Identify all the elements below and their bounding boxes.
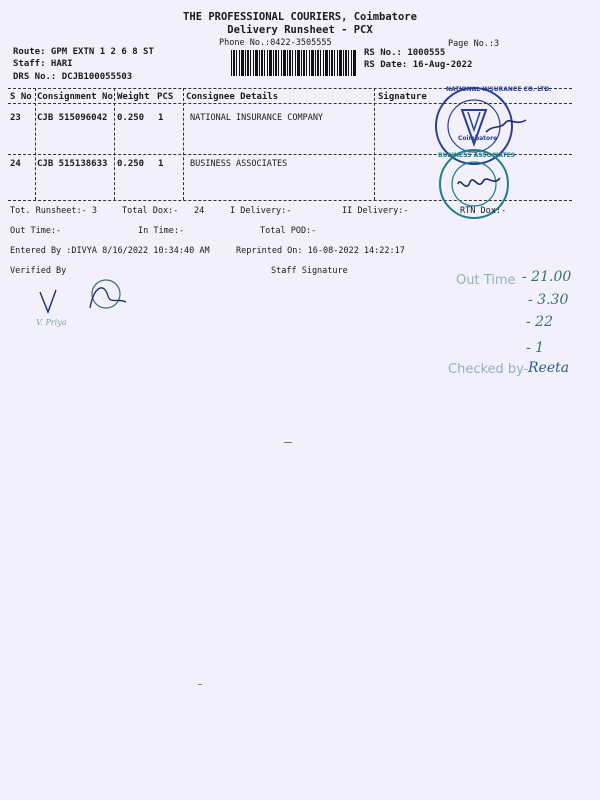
entered-by: Entered By :DIVYA 8/16/2022 10:34:40 AM: [10, 246, 210, 256]
handwritten-out-time-label: Out Time: [456, 273, 516, 288]
header-sno: S No: [10, 92, 32, 102]
row-sno: 23: [10, 113, 21, 123]
out-time: Out Time:-: [10, 226, 62, 236]
reprinted-on: Reprinted On: 16-08-2022 14:22:17: [236, 246, 405, 256]
phone-number: Phone No.:0422-3505555: [219, 38, 332, 48]
scan-speck: [284, 442, 292, 443]
rs-number: RS No.: 1000555: [364, 48, 446, 58]
handwritten-delivered: - 1: [526, 340, 545, 356]
handwritten-in-time: - 3.30: [528, 292, 569, 308]
col-divider: [114, 88, 115, 200]
row-weight: 0.250: [117, 113, 145, 123]
row-pcs: 1: [158, 113, 164, 123]
total-dox-label: Total Dox:-: [122, 206, 179, 216]
verifier-signature: [34, 278, 134, 320]
tot-runsheet: Tot. Runsheet:- 3: [10, 206, 97, 216]
row-consignee: BUSINESS ASSOCIATES: [190, 159, 288, 169]
total-pod: Total POD:-: [260, 226, 317, 236]
verifier-signature-text: V. Priya: [36, 318, 67, 327]
header-consignee: Consignee Details: [186, 92, 279, 102]
ii-delivery: II Delivery:-: [342, 206, 409, 216]
checked-by-signature: Reeta: [528, 360, 570, 376]
header-pcs: PCS: [157, 92, 174, 102]
rtn-dox: RTN Dox:-: [460, 206, 507, 216]
handwritten-out-time: - 21.00: [522, 269, 572, 285]
staff-text: Staff: HARI: [13, 59, 73, 69]
barcode: [231, 50, 357, 76]
page-number: Page No.:3: [448, 39, 500, 49]
i-delivery: I Delivery:-: [230, 206, 292, 216]
col-divider: [374, 88, 375, 200]
header-signature: Signature: [378, 92, 427, 102]
stamp-label: BUSINESS ASSOCIATES: [438, 152, 516, 159]
scan-speck: [198, 684, 202, 685]
col-divider: [183, 88, 184, 200]
row-sno: 24: [10, 159, 21, 169]
stamp-label: Coimbatore: [458, 135, 498, 142]
row-consignee: NATIONAL INSURANCE COMPANY: [190, 113, 324, 123]
header-consignment: Consignment No: [37, 92, 113, 102]
row-consignment: CJB 515096042: [37, 113, 108, 123]
in-time: In Time:-: [138, 226, 185, 236]
verified-by-label: Verified By: [10, 266, 67, 276]
col-divider: [35, 88, 36, 200]
drs-number: DRS No.: DCJB100055503: [13, 72, 133, 82]
header-weight: Weight: [117, 92, 150, 102]
staff-signature-label: Staff Signature: [271, 266, 348, 276]
handwritten-checked-by: Checked by-: [448, 362, 529, 377]
stamp-label: NATIONAL INSURANCE CO. LTD.: [446, 86, 552, 93]
row-pcs: 1: [158, 159, 164, 169]
row-weight: 0.250: [117, 159, 145, 169]
runsheet-title: Delivery Runsheet - PCX: [227, 24, 373, 36]
route-text: Route: GPM EXTN 1 2 6 8 ST: [13, 47, 154, 57]
rs-date: RS Date: 16-Aug-2022: [364, 60, 473, 70]
row-consignment: CJB 515138633: [37, 159, 108, 169]
handwritten-pod: - 22: [526, 314, 553, 330]
company-title: THE PROFESSIONAL COURIERS, Coimbatore: [183, 11, 417, 23]
total-dox-value: 24: [194, 206, 205, 216]
